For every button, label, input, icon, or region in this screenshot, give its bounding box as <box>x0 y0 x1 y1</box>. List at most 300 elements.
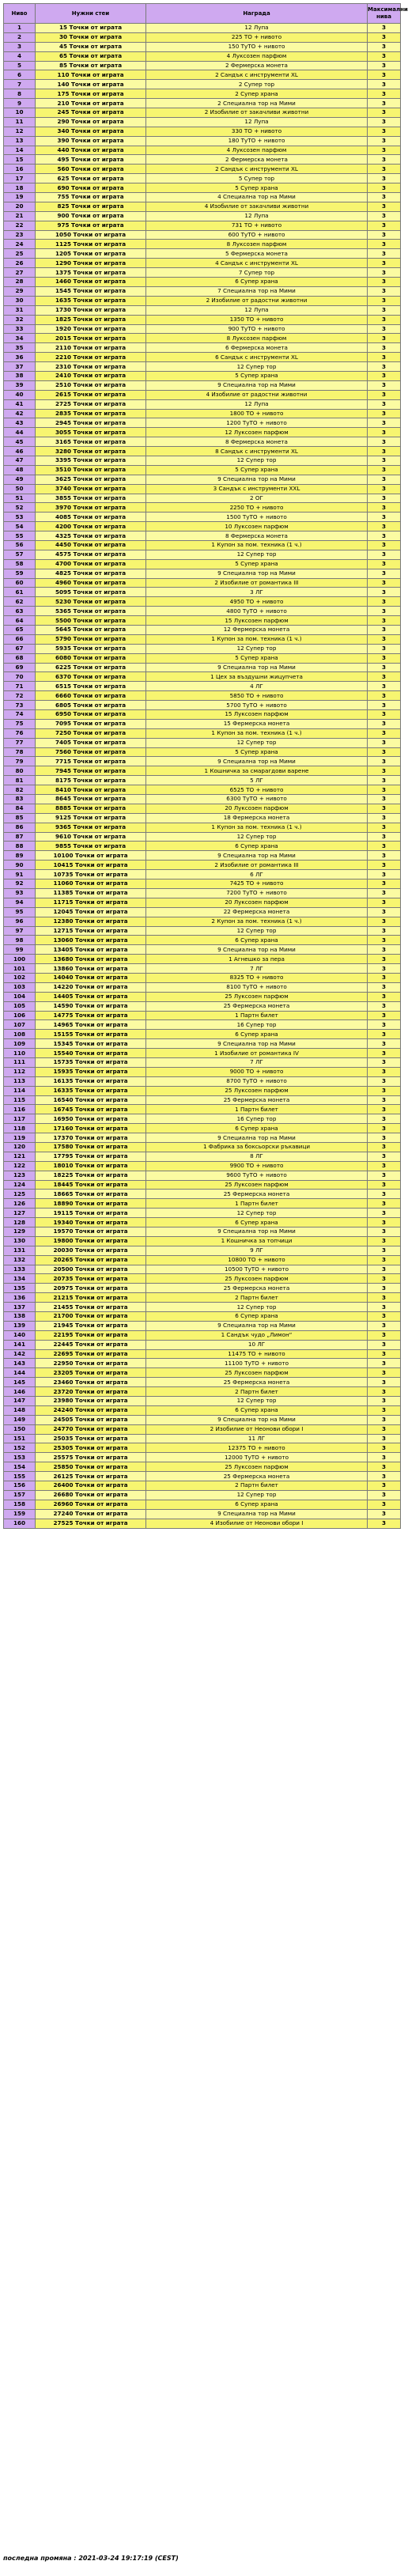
table-row <box>4 494 401 503</box>
max-cell: 3 <box>368 1284 401 1293</box>
reward-cell: 6 Супер храна <box>146 1030 368 1039</box>
level-cell: 23 <box>4 230 36 240</box>
level-cell: 144 <box>4 1368 36 1378</box>
level-cell: 125 <box>4 1190 36 1199</box>
table-row <box>4 540 401 550</box>
table-row <box>4 127 401 136</box>
points-cell: 65 Точки от играта <box>36 51 146 61</box>
level-cell: 1 <box>4 24 36 33</box>
table-row <box>4 888 401 898</box>
points-cell: 6950 Точки от играта <box>36 710 146 720</box>
reward-cell: 9 Специална тор на Мими <box>146 1039 368 1049</box>
points-cell: 19800 Точки от играта <box>36 1236 146 1246</box>
level-cell: 45 <box>4 437 36 447</box>
level-cell: 2 <box>4 32 36 42</box>
table-row <box>4 578 401 588</box>
table-row <box>4 879 401 889</box>
points-cell: 3625 Точки от играта <box>36 475 146 484</box>
points-cell: 4825 Точки от играта <box>36 569 146 578</box>
max-cell: 3 <box>368 42 401 51</box>
points-cell: 3970 Точки от играта <box>36 503 146 513</box>
max-cell: 3 <box>368 559 401 569</box>
reward-cell: 9000 ТО + нивото <box>146 1067 368 1076</box>
points-cell: 24770 Точки от играта <box>36 1424 146 1434</box>
table-row <box>4 1321 401 1330</box>
points-cell: 4325 Точки от играта <box>36 531 146 541</box>
level-cell: 95 <box>4 907 36 917</box>
level-cell: 7 <box>4 80 36 89</box>
table-row <box>4 324 401 334</box>
level-cell: 138 <box>4 1312 36 1322</box>
table-row <box>4 1434 401 1443</box>
reward-cell: 2 Супер тор <box>146 80 368 89</box>
level-cell: 47 <box>4 456 36 465</box>
reward-cell: 25 Луксозен парфюм <box>146 1086 368 1095</box>
table-row <box>4 842 401 851</box>
table-row <box>4 259 401 268</box>
reward-cell: 330 ТО + нивото <box>146 127 368 136</box>
reward-cell: 1200 ТуТО + нивото <box>146 418 368 428</box>
max-cell: 3 <box>368 607 401 616</box>
table-row <box>4 513 401 522</box>
max-cell: 3 <box>368 456 401 465</box>
table-row <box>4 390 401 399</box>
level-cell: 78 <box>4 747 36 757</box>
max-cell: 3 <box>368 588 401 597</box>
level-cell: 135 <box>4 1284 36 1293</box>
points-cell: 975 Точки от играта <box>36 221 146 230</box>
table-row <box>4 1020 401 1030</box>
reward-cell: 12 Лупа <box>146 24 368 33</box>
max-cell: 3 <box>368 1020 401 1030</box>
points-cell: 4700 Точки от играта <box>36 559 146 569</box>
points-cell: 5500 Точки от играта <box>36 616 146 626</box>
points-cell: 16745 Точки от играта <box>36 1105 146 1114</box>
table-row <box>4 1199 401 1209</box>
max-cell: 3 <box>368 1397 401 1406</box>
table-row <box>4 456 401 465</box>
table-row <box>4 136 401 146</box>
reward-cell: 5 Супер храна <box>146 183 368 193</box>
points-cell: 9610 Точки от играта <box>36 832 146 842</box>
level-cell: 46 <box>4 447 36 456</box>
max-cell: 3 <box>368 785 401 795</box>
reward-cell: 12 Лупа <box>146 211 368 221</box>
reward-cell: 2 Специална тор на Мими <box>146 99 368 108</box>
reward-cell: 5 Супер тор <box>146 174 368 183</box>
table-row <box>4 399 401 409</box>
table-row <box>4 1057 401 1067</box>
points-cell: 7250 Точки от играта <box>36 728 146 738</box>
points-cell: 18225 Точки от играта <box>36 1171 146 1180</box>
points-cell: 1730 Точки от играта <box>36 305 146 315</box>
points-cell: 5645 Точки от играта <box>36 626 146 635</box>
max-cell: 3 <box>368 1180 401 1190</box>
max-cell: 3 <box>368 1359 401 1368</box>
max-cell: 3 <box>368 1076 401 1086</box>
table-row <box>4 634 401 644</box>
reward-cell: 3 Сандък с инструменти XXL <box>146 484 368 494</box>
max-cell: 3 <box>368 108 401 118</box>
table-row <box>4 362 401 372</box>
points-cell: 3510 Точки от играта <box>36 465 146 475</box>
table-row <box>4 484 401 494</box>
level-cell: 145 <box>4 1378 36 1387</box>
max-cell: 3 <box>368 428 401 437</box>
level-cell: 154 <box>4 1462 36 1472</box>
level-cell: 140 <box>4 1330 36 1340</box>
points-cell: 5790 Точки от играта <box>36 634 146 644</box>
table-row <box>4 1424 401 1434</box>
max-cell: 3 <box>368 1142 401 1152</box>
level-cell: 123 <box>4 1171 36 1180</box>
level-cell: 8 <box>4 89 36 99</box>
table-row <box>4 1303 401 1312</box>
reward-cell: 9 Специална тор на Мими <box>146 1227 368 1237</box>
table-row <box>4 691 401 701</box>
reward-cell: 4 Луксозен парфюм <box>146 51 368 61</box>
points-cell: 1635 Точки от играта <box>36 296 146 305</box>
max-cell: 3 <box>368 286 401 296</box>
reward-cell: 12 Лупа <box>146 305 368 315</box>
level-cell: 149 <box>4 1415 36 1424</box>
points-cell: 8885 Точки от играта <box>36 804 146 813</box>
points-cell: 16540 Точки от играта <box>36 1095 146 1105</box>
level-cell: 114 <box>4 1086 36 1095</box>
reward-cell: 8 Луксозен парфюм <box>146 240 368 249</box>
reward-cell: 12 Луксозен парфюм <box>146 428 368 437</box>
table-row <box>4 1011 401 1020</box>
points-cell: 13060 Точки от играта <box>36 936 146 945</box>
max-cell: 3 <box>368 861 401 870</box>
max-cell: 3 <box>368 1453 401 1462</box>
table-row <box>4 1095 401 1105</box>
points-cell: 2210 Точки от играта <box>36 353 146 362</box>
table-row <box>4 616 401 626</box>
reward-cell: 5 Супер храна <box>146 371 368 380</box>
reward-cell: 12375 ТО + нивото <box>146 1443 368 1453</box>
max-cell: 3 <box>368 399 401 409</box>
max-cell: 3 <box>368 1095 401 1105</box>
table-row <box>4 278 401 287</box>
reward-cell: 1 Кошничка за смарагдови варене <box>146 766 368 776</box>
level-cell: 69 <box>4 663 36 672</box>
reward-cell: 1 Цех за въздушни жицупчета <box>146 672 368 682</box>
table-row <box>4 936 401 945</box>
level-cell: 115 <box>4 1095 36 1105</box>
level-cell: 10 <box>4 108 36 118</box>
max-cell: 3 <box>368 879 401 889</box>
level-cell: 132 <box>4 1255 36 1265</box>
table-row <box>4 1274 401 1284</box>
level-cell: 152 <box>4 1443 36 1453</box>
points-cell: 11385 Точки от играта <box>36 888 146 898</box>
max-cell: 3 <box>368 202 401 211</box>
points-cell: 20975 Точки от играта <box>36 1284 146 1293</box>
reward-cell: 8 Фермерска монета <box>146 437 368 447</box>
table-row <box>4 1180 401 1190</box>
points-cell: 16950 Точки от играта <box>36 1114 146 1124</box>
level-cell: 88 <box>4 842 36 851</box>
reward-cell: 3 ЛГ <box>146 588 368 597</box>
max-cell: 3 <box>368 1227 401 1237</box>
points-cell: 2725 Точки от играта <box>36 399 146 409</box>
points-cell: 12380 Точки от играта <box>36 917 146 926</box>
table-row <box>4 1190 401 1199</box>
table-row <box>4 1349 401 1359</box>
table-row <box>4 945 401 955</box>
table-row <box>4 728 401 738</box>
reward-cell: 15 Луксозен парфюм <box>146 710 368 720</box>
reward-cell: 2 Фермерска монета <box>146 155 368 165</box>
level-cell: 44 <box>4 428 36 437</box>
reward-cell: 12 Супер тор <box>146 1490 368 1500</box>
max-cell: 3 <box>368 305 401 315</box>
max-cell: 3 <box>368 964 401 974</box>
level-cell: 126 <box>4 1199 36 1209</box>
table-row <box>4 776 401 785</box>
points-cell: 24505 Точки от играта <box>36 1415 146 1424</box>
points-cell: 15540 Точки от играта <box>36 1049 146 1058</box>
reward-cell: 9 Специална тор на Мими <box>146 851 368 861</box>
level-cell: 37 <box>4 362 36 372</box>
points-cell: 1125 Точки от играта <box>36 240 146 249</box>
table-row <box>4 588 401 597</box>
level-cell: 134 <box>4 1274 36 1284</box>
max-cell: 3 <box>368 211 401 221</box>
level-cell: 117 <box>4 1114 36 1124</box>
points-cell: 23460 Точки от играта <box>36 1378 146 1387</box>
table-row <box>4 211 401 221</box>
table-row <box>4 437 401 447</box>
table-row <box>4 1218 401 1227</box>
level-cell: 100 <box>4 955 36 964</box>
level-cell: 17 <box>4 174 36 183</box>
level-cell: 74 <box>4 710 36 720</box>
reward-cell: 12 Супер тор <box>146 832 368 842</box>
table-row <box>4 1519 401 1528</box>
level-cell: 39 <box>4 380 36 390</box>
reward-cell: 7 Супер тор <box>146 268 368 278</box>
points-cell: 11715 Точки от играта <box>36 898 146 907</box>
reward-cell: 22 Фермерска монета <box>146 907 368 917</box>
points-cell: 290 Точки от играта <box>36 117 146 127</box>
table-row <box>4 1105 401 1114</box>
table-row <box>4 982 401 992</box>
level-cell: 83 <box>4 795 36 804</box>
table-row <box>4 804 401 813</box>
table-row <box>4 99 401 108</box>
reward-cell: 2 Купон за пом. техника (1 ч.) <box>146 917 368 926</box>
points-cell: 22950 Точки от играта <box>36 1359 146 1368</box>
points-cell: 3055 Точки от играта <box>36 428 146 437</box>
max-cell: 3 <box>368 1405 401 1415</box>
reward-cell: 25 Луксозен парфюм <box>146 1368 368 1378</box>
max-cell: 3 <box>368 616 401 626</box>
points-cell: 25575 Точки от играта <box>36 1453 146 1462</box>
max-cell: 3 <box>368 955 401 964</box>
table-row <box>4 1255 401 1265</box>
points-cell: 3165 Точки от играта <box>36 437 146 447</box>
level-cell: 9 <box>4 99 36 108</box>
reward-cell: 6525 ТО + нивото <box>146 785 368 795</box>
table-row <box>4 1142 401 1152</box>
level-cell: 20 <box>4 202 36 211</box>
points-cell: 14590 Точки от играта <box>36 1001 146 1011</box>
reward-cell: 12000 ТуТО + нивото <box>146 1453 368 1462</box>
points-cell: 13405 Точки от играта <box>36 945 146 955</box>
reward-cell: 5 Супер храна <box>146 559 368 569</box>
max-cell: 3 <box>368 851 401 861</box>
level-cell: 98 <box>4 936 36 945</box>
table-row <box>4 1001 401 1011</box>
table-row <box>4 832 401 842</box>
points-cell: 85 Точки от играта <box>36 61 146 70</box>
max-cell: 3 <box>368 362 401 372</box>
max-cell: 3 <box>368 334 401 343</box>
level-cell: 96 <box>4 917 36 926</box>
level-cell: 137 <box>4 1303 36 1312</box>
level-cell: 128 <box>4 1218 36 1227</box>
level-cell: 99 <box>4 945 36 955</box>
reward-cell: 6 Супер храна <box>146 936 368 945</box>
level-cell: 48 <box>4 465 36 475</box>
reward-cell: 6 Супер храна <box>146 278 368 287</box>
reward-cell: 12 Фермерска монета <box>146 626 368 635</box>
points-cell: 26125 Точки от играта <box>36 1472 146 1481</box>
points-cell: 3280 Точки от играта <box>36 447 146 456</box>
points-cell: 9125 Точки от играта <box>36 813 146 823</box>
table-row <box>4 964 401 974</box>
reward-cell: 5 Супер храна <box>146 653 368 663</box>
reward-cell: 4800 ТуТО + нивото <box>146 607 368 616</box>
table-row <box>4 409 401 418</box>
points-cell: 3740 Точки от играта <box>36 484 146 494</box>
table-row <box>4 1490 401 1500</box>
max-cell: 3 <box>368 1519 401 1528</box>
reward-cell: 6 Супер храна <box>146 1405 368 1415</box>
level-cell: 73 <box>4 701 36 710</box>
table-row <box>4 785 401 795</box>
reward-cell: 5 Супер храна <box>146 465 368 475</box>
table-row <box>4 851 401 861</box>
reward-cell: 7 ЛГ <box>146 964 368 974</box>
max-cell: 3 <box>368 165 401 174</box>
reward-cell: 5700 ТуТО + нивото <box>146 701 368 710</box>
level-cell: 57 <box>4 550 36 559</box>
table-row <box>4 1067 401 1076</box>
max-cell: 3 <box>368 1415 401 1424</box>
reward-cell: 25 Луксозен парфюм <box>146 1274 368 1284</box>
points-cell: 25850 Точки от играта <box>36 1462 146 1472</box>
table-row <box>4 117 401 127</box>
reward-cell: 12 Супер тор <box>146 550 368 559</box>
table-row <box>4 371 401 380</box>
max-cell: 3 <box>368 757 401 766</box>
level-cell: 68 <box>4 653 36 663</box>
reward-cell: 2 Фермерска монета <box>146 61 368 70</box>
points-cell: 2510 Точки от играта <box>36 380 146 390</box>
points-cell: 17160 Точки от играта <box>36 1124 146 1133</box>
max-cell: 3 <box>368 663 401 672</box>
max-cell: 3 <box>368 795 401 804</box>
reward-cell: 731 ТО + нивото <box>146 221 368 230</box>
level-cell: 156 <box>4 1481 36 1491</box>
table-row <box>4 380 401 390</box>
reward-cell: 12 Лупа <box>146 117 368 127</box>
level-cell: 141 <box>4 1340 36 1349</box>
max-cell: 3 <box>368 296 401 305</box>
max-cell: 3 <box>368 447 401 456</box>
reward-cell: 10 ЛГ <box>146 1340 368 1349</box>
table-row <box>4 870 401 879</box>
max-cell: 3 <box>368 1171 401 1180</box>
level-cell: 71 <box>4 682 36 691</box>
level-cell: 34 <box>4 334 36 343</box>
reward-cell: 6300 ТуТО + нивото <box>146 795 368 804</box>
max-cell: 3 <box>368 1011 401 1020</box>
table-row <box>4 503 401 513</box>
points-cell: 560 Точки от играта <box>36 165 146 174</box>
points-cell: 5230 Точки от играта <box>36 597 146 607</box>
reward-cell: 1 Партн билет <box>146 1199 368 1209</box>
reward-cell: 11475 ТО + нивото <box>146 1349 368 1359</box>
points-cell: 825 Точки от играта <box>36 202 146 211</box>
max-cell: 3 <box>368 1265 401 1274</box>
level-cell: 56 <box>4 540 36 550</box>
max-cell: 3 <box>368 475 401 484</box>
points-cell: 21215 Точки от играта <box>36 1293 146 1303</box>
level-cell: 102 <box>4 973 36 982</box>
table-row <box>4 1039 401 1049</box>
points-cell: 21455 Точки от играта <box>36 1303 146 1312</box>
reward-cell: 9 Специална тор на Мими <box>146 1321 368 1330</box>
max-cell: 3 <box>368 1274 401 1284</box>
level-cell: 84 <box>4 804 36 813</box>
max-cell: 3 <box>368 484 401 494</box>
max-cell: 3 <box>368 936 401 945</box>
level-cell: 13 <box>4 136 36 146</box>
max-cell: 3 <box>368 1209 401 1218</box>
level-cell: 90 <box>4 861 36 870</box>
table-row <box>4 1387 401 1397</box>
table-row <box>4 757 401 766</box>
table-row <box>4 992 401 1001</box>
table-header <box>4 4 408 24</box>
points-cell: 2110 Точки от играта <box>36 343 146 353</box>
level-cell: 24 <box>4 240 36 249</box>
max-cell: 3 <box>368 230 401 240</box>
reward-cell: 9900 ТО + нивото <box>146 1161 368 1171</box>
level-cell: 75 <box>4 719 36 728</box>
max-cell: 3 <box>368 626 401 635</box>
points-cell: 1545 Точки от играта <box>36 286 146 296</box>
level-cell: 142 <box>4 1349 36 1359</box>
level-cell: 133 <box>4 1265 36 1274</box>
level-cell: 77 <box>4 738 36 747</box>
points-cell: 17795 Точки от играта <box>36 1152 146 1161</box>
level-cell: 87 <box>4 832 36 842</box>
max-cell: 3 <box>368 324 401 334</box>
table-row <box>4 334 401 343</box>
table-row <box>4 202 401 211</box>
points-cell: 6660 Точки от играта <box>36 691 146 701</box>
level-cell: 94 <box>4 898 36 907</box>
reward-cell: 4 Сандък с инструменти XL <box>146 259 368 268</box>
reward-cell: 1800 ТО + нивото <box>146 409 368 418</box>
table-row <box>4 447 401 456</box>
table-row <box>4 475 401 484</box>
